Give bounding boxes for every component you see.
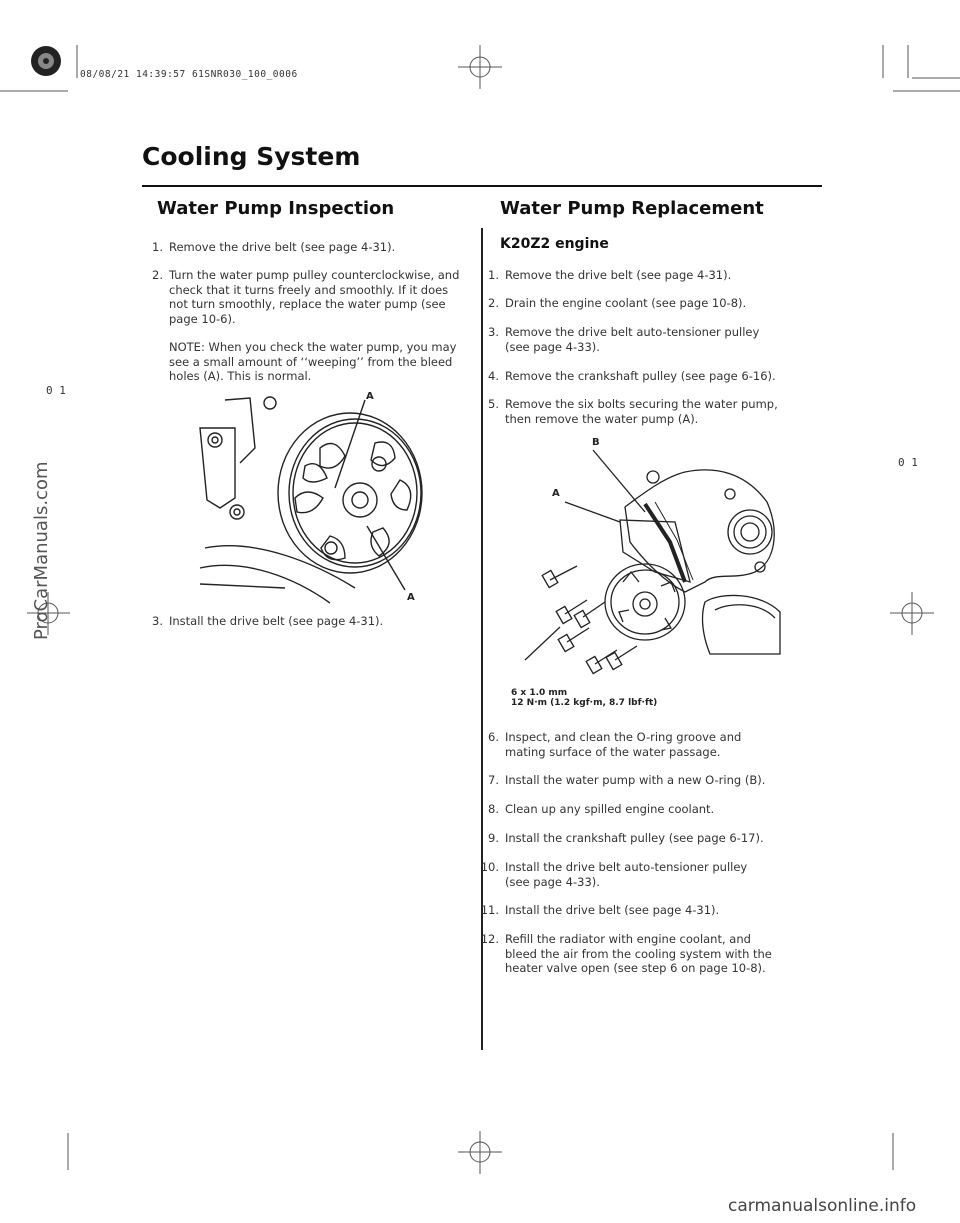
right-step-10: 10. Install the drive belt auto-tensioner pulley (see page 4-33). bbox=[480, 860, 748, 889]
side-watermark: ProCarManuals.com bbox=[31, 461, 52, 640]
bolt-torque: 12 N·m (1.2 kgf·m, 8.7 lbf·ft) bbox=[511, 698, 658, 708]
figure-label-a-top: A bbox=[366, 391, 374, 402]
water-pump-pulley-figure bbox=[195, 388, 465, 606]
registration-target-icon bbox=[31, 46, 61, 76]
right-step-2: 2. Drain the engine coolant (see page 10-8). bbox=[488, 296, 747, 310]
left-section-title: Water Pump Inspection bbox=[157, 198, 395, 219]
bolt-size: 6 x 1.0 mm bbox=[511, 688, 568, 698]
left-step-3: 3. Install the drive belt (see page 4-31). bbox=[152, 614, 384, 628]
engine-subtitle: K20Z2 engine bbox=[500, 236, 609, 252]
right-step-7: 7. Install the water pump with a new O-ring (B). bbox=[488, 773, 766, 787]
right-section-title: Water Pump Replacement bbox=[500, 198, 764, 219]
left-note: NOTE: When you check the water pump, you may see a small amount of ‘‘weeping’’ from the bleed holes (A). This is normal. bbox=[169, 340, 457, 383]
header-rule bbox=[142, 185, 822, 187]
left-step-1: 1. Remove the drive belt (see page 4-31). bbox=[152, 240, 396, 254]
right-step-6: 6. Inspect, and clean the O-ring groove and mating surface of the water passage. bbox=[488, 730, 742, 759]
page-mark-right: 0 1 bbox=[898, 456, 918, 469]
figure-label-a: A bbox=[552, 488, 560, 499]
page-title: Cooling System bbox=[142, 142, 361, 171]
right-step-1: 1. Remove the drive belt (see page 4-31). bbox=[488, 268, 732, 282]
right-step-5: 5. Remove the six bolts securing the water pump, then remove the water pump (A). bbox=[488, 397, 778, 426]
right-step-12: 12. Refill the radiator with engine coolant, and bleed the air from the cooling system with the heater valve open (see step 6 on page 10-8). bbox=[480, 932, 772, 975]
page-mark-left: 0 1 bbox=[46, 384, 66, 397]
right-step-4: 4. Remove the crankshaft pulley (see page 6-16). bbox=[488, 369, 776, 383]
footer-watermark: carmanualsonline.info bbox=[728, 1196, 917, 1216]
right-step-8: 8. Clean up any spilled engine coolant. bbox=[488, 802, 715, 816]
figure-label-b: B bbox=[592, 437, 600, 448]
water-pump-replacement-figure bbox=[505, 432, 790, 682]
right-step-3: 3. Remove the drive belt auto-tensioner pulley (see page 4-33). bbox=[488, 325, 760, 354]
print-stamp: 08/08/21 14:39:57 61SNR030_100_0006 bbox=[80, 69, 298, 80]
left-step-2: 2. Turn the water pump pulley counterclockwise, and check that it turns freely and smoothly. If it does not turn smoothly, replace the water pump (see page 10-6). bbox=[152, 268, 460, 326]
right-step-11: 11. Install the drive belt (see page 4-31). bbox=[480, 903, 720, 917]
figure-label-a-bottom: A bbox=[407, 592, 415, 603]
right-step-9: 9. Install the crankshaft pulley (see page 6-17). bbox=[488, 831, 764, 845]
